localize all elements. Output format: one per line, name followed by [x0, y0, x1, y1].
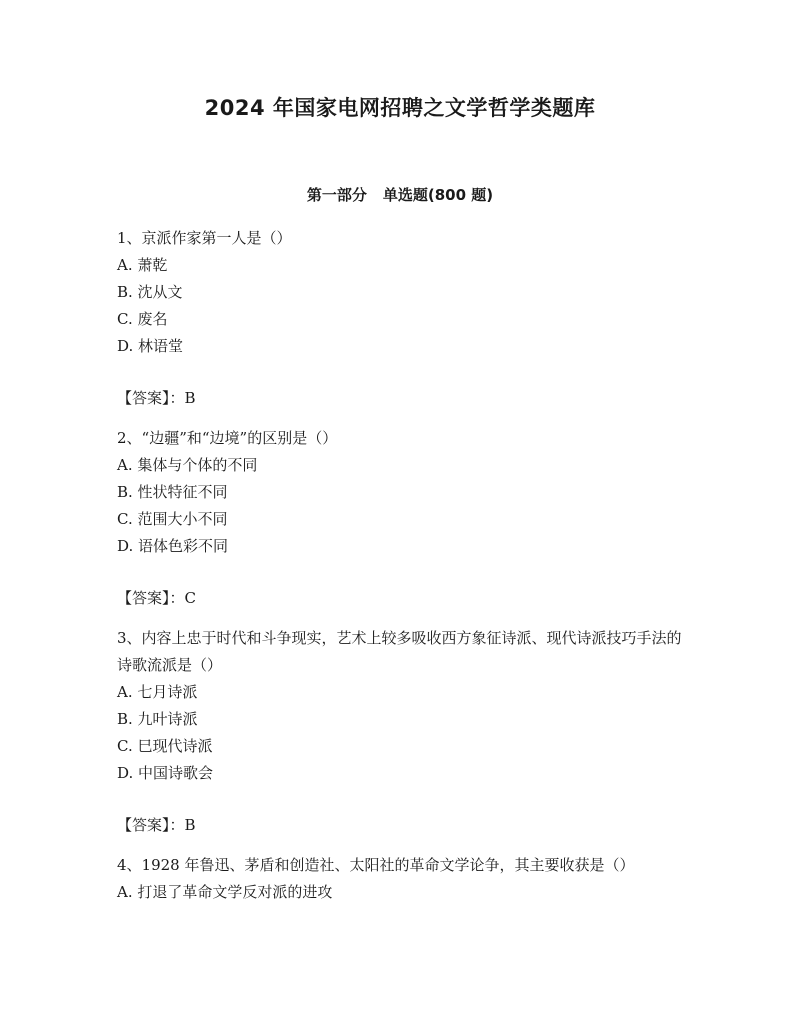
- option-c: C. 废名: [117, 310, 168, 328]
- option-list: [117, 452, 687, 560]
- section-title: [0, 184, 800, 205]
- option-a: A. 打退了革命文学反对派的进攻: [117, 883, 333, 901]
- question-1: [117, 225, 687, 412]
- option-d: D. 语体色彩不同: [117, 537, 229, 555]
- answer-label: 【答案】：: [117, 816, 185, 834]
- option-c: C. 巳现代诗派: [117, 737, 213, 755]
- option-b: B. 沈从文: [117, 283, 183, 301]
- question-list: [117, 225, 687, 906]
- question-stem: 2、“边疆”和“边境”的区别是（）: [117, 429, 338, 447]
- question-stem: 4、1928 年鲁迅、茅盾和创造社、太阳社的革命文学论争，其主要收获是（）: [117, 856, 635, 874]
- document-title: 2024 年国家电网招聘之文学哲学类题库: [204, 96, 596, 120]
- question-2: [117, 425, 687, 612]
- option-d: D. 林语堂: [117, 337, 184, 355]
- question-stem: 3、内容上忠于时代和斗争现实，艺术上较多吸收西方象征诗派、现代诗派技巧手法的诗歌流派是（）: [117, 629, 682, 674]
- answer-value: B: [184, 816, 196, 834]
- option-d: D. 中国诗歌会: [117, 764, 214, 782]
- answer-label: 【答案】：: [117, 389, 185, 407]
- option-a: A. 七月诗派: [117, 683, 198, 701]
- answer-label: 【答案】：: [117, 589, 185, 607]
- answer-value: C: [184, 589, 196, 607]
- option-c: C. 范围大小不同: [117, 510, 228, 528]
- answer-line: [117, 585, 687, 612]
- question-3: [117, 625, 687, 839]
- option-list: [117, 679, 687, 787]
- section-part: 第一部分: [306, 186, 367, 204]
- answer-line: [117, 812, 687, 839]
- option-list: [117, 879, 687, 906]
- option-b: B. 九叶诗派: [117, 710, 198, 728]
- section-name: 单选题(800 题): [382, 186, 494, 204]
- option-b: B. 性状特征不同: [117, 483, 228, 501]
- option-a: A. 萧乾: [117, 256, 168, 274]
- answer-line: [117, 385, 687, 412]
- answer-value: B: [184, 389, 196, 407]
- question-stem: 1、京派作家第一人是（）: [117, 229, 292, 247]
- option-list: [117, 252, 687, 360]
- option-a: A. 集体与个体的不同: [117, 456, 258, 474]
- question-4: [117, 852, 687, 906]
